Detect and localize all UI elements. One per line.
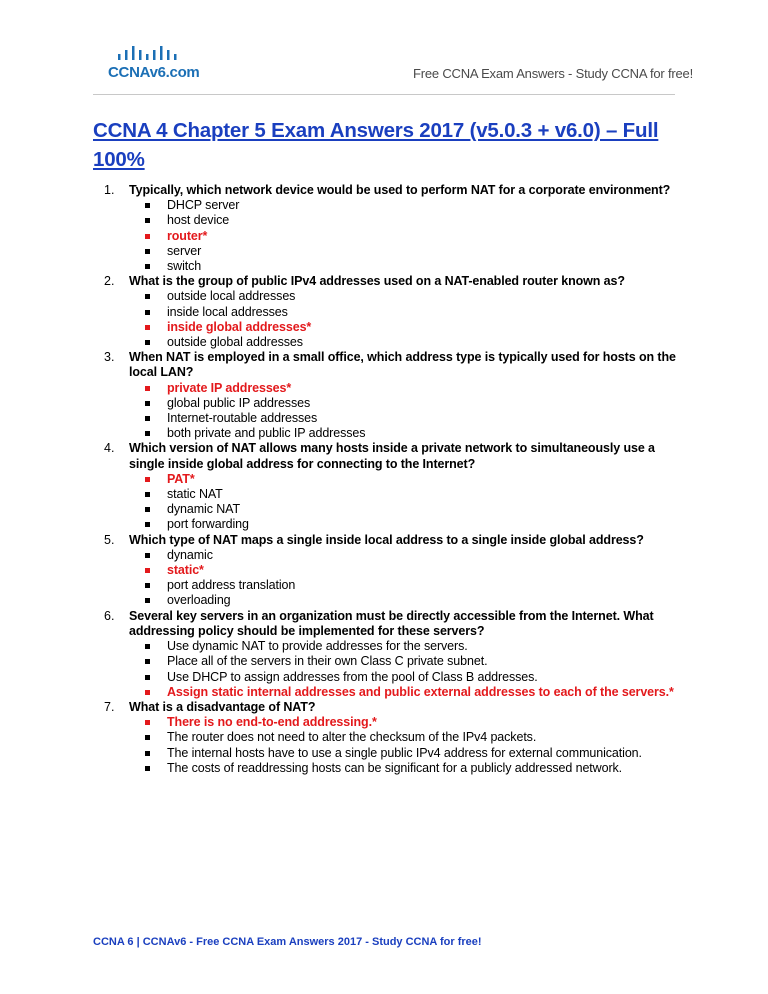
answer-option — [129, 654, 693, 669]
answer-text: inside global addresses* — [167, 319, 312, 334]
square-bullet-icon — [145, 720, 150, 725]
answer-option — [129, 426, 693, 441]
square-bullet-icon — [145, 735, 150, 740]
answer-option — [129, 502, 693, 517]
question-number: 3. — [104, 350, 115, 365]
question-list — [93, 183, 693, 776]
square-bullet-icon — [145, 325, 150, 330]
square-bullet-icon — [145, 431, 150, 436]
square-bullet-icon — [145, 659, 150, 664]
answer-option — [129, 487, 693, 502]
square-bullet-icon — [145, 218, 150, 223]
site-logo[interactable] — [108, 44, 198, 84]
answer-option — [129, 639, 693, 654]
square-bullet-icon — [145, 644, 150, 649]
logo-bars-icon — [116, 44, 186, 62]
answer-text: dynamic — [167, 547, 213, 562]
square-bullet-icon — [145, 553, 150, 558]
page-title[interactable]: CCNA 4 Chapter 5 Exam Answers 2017 (v5.0.3 + v6.0) – Full 100% — [93, 119, 659, 171]
square-bullet-icon — [145, 507, 150, 512]
question-item — [93, 274, 693, 350]
answer-list — [129, 548, 693, 609]
square-bullet-icon — [145, 675, 150, 680]
answer-list — [129, 472, 693, 533]
correct-answer-option — [129, 320, 693, 335]
answer-text: Assign static internal addresses and public external addresses to each of the servers.* — [167, 684, 674, 699]
answer-text: Use DHCP to assign addresses from the pool of Class B addresses. — [167, 669, 538, 684]
header-tagline: Free CCNA Exam Answers - Study CCNA for free! — [413, 66, 693, 81]
answer-text: outside global addresses — [167, 335, 303, 350]
square-bullet-icon — [145, 386, 150, 391]
page-footer[interactable]: CCNA 6 | CCNAv6 - Free CCNA Exam Answers 2017 - Study CCNA for free! — [93, 936, 482, 948]
square-bullet-icon — [145, 310, 150, 315]
question-text: What is a disadvantage of NAT? — [129, 699, 316, 714]
square-bullet-icon — [145, 416, 150, 421]
question-number: 2. — [104, 274, 115, 289]
answer-text: There is no end-to-end addressing.* — [167, 715, 377, 730]
square-bullet-icon — [145, 583, 150, 588]
question-item — [93, 441, 693, 532]
answer-option — [129, 746, 693, 761]
answer-option — [129, 578, 693, 593]
correct-answer-option — [129, 229, 693, 244]
question-item — [93, 533, 693, 609]
answer-text: port forwarding — [167, 517, 249, 532]
answer-option — [129, 305, 693, 320]
square-bullet-icon — [145, 249, 150, 254]
header-divider — [93, 94, 675, 95]
square-bullet-icon — [145, 598, 150, 603]
question-text: When NAT is employed in a small office, which address type is typically used for hosts on the local LAN? — [129, 350, 676, 380]
square-bullet-icon — [145, 264, 150, 269]
square-bullet-icon — [145, 690, 150, 695]
question-text: What is the group of public IPv4 addresses used on a NAT-enabled router known as? — [129, 274, 625, 289]
answer-list — [129, 715, 693, 776]
answer-text: port address translation — [167, 578, 296, 593]
answer-option — [129, 670, 693, 685]
answer-text: switch — [167, 259, 202, 274]
square-bullet-icon — [145, 522, 150, 527]
answer-text: PAT* — [167, 471, 195, 486]
answer-option — [129, 411, 693, 426]
answer-option — [129, 244, 693, 259]
correct-answer-option — [129, 381, 693, 396]
answer-text: outside local addresses — [167, 289, 296, 304]
answer-option — [129, 396, 693, 411]
answer-option — [129, 548, 693, 563]
answer-list — [129, 198, 693, 274]
logo-text: CCNAv6.com — [108, 64, 200, 81]
question-item — [93, 350, 693, 441]
square-bullet-icon — [145, 477, 150, 482]
answer-text: The costs of readdressing hosts can be significant for a publicly addressed network. — [167, 760, 623, 775]
page-header — [0, 0, 768, 100]
answer-text: The router does not need to alter the checksum of the IPv4 packets. — [167, 730, 537, 745]
answer-text: both private and public IP addresses — [167, 426, 366, 441]
correct-answer-option — [129, 563, 693, 578]
answer-text: Place all of the servers in their own Class C private subnet. — [167, 654, 488, 669]
answer-text: private IP addresses* — [167, 380, 292, 395]
question-text: Typically, which network device would be used to perform NAT for a corporate environment? — [129, 183, 671, 197]
answer-option — [129, 289, 693, 304]
answer-option — [129, 335, 693, 350]
answer-option — [129, 198, 693, 213]
correct-answer-option — [129, 685, 693, 700]
answer-text: dynamic NAT — [167, 502, 240, 517]
answer-text: static* — [167, 563, 204, 578]
answer-text: server — [167, 243, 202, 258]
question-item — [93, 700, 693, 776]
question-number: 1. — [104, 183, 115, 197]
answer-text: host device — [167, 213, 230, 228]
question-item — [93, 183, 693, 274]
answer-option — [129, 259, 693, 274]
question-text: Which type of NAT maps a single inside local address to a single inside global address? — [129, 532, 644, 547]
correct-answer-option — [129, 472, 693, 487]
question-number: 4. — [104, 441, 115, 456]
answer-text: router* — [167, 228, 208, 243]
question-number: 6. — [104, 608, 115, 623]
question-text: Several key servers in an organization must be directly accessible from the Internet. What addressing policy should be implemented for these servers? — [129, 608, 654, 638]
square-bullet-icon — [145, 492, 150, 497]
question-item — [93, 609, 693, 700]
answer-list — [129, 639, 693, 700]
answer-option — [129, 593, 693, 608]
question-number: 5. — [104, 532, 115, 547]
answer-list — [129, 381, 693, 442]
square-bullet-icon — [145, 294, 150, 299]
answer-text: inside local addresses — [167, 304, 288, 319]
square-bullet-icon — [145, 568, 150, 573]
square-bullet-icon — [145, 340, 150, 345]
question-text: Which version of NAT allows many hosts inside a private network to simultaneously use a single inside global address for connecting to the Internet? — [129, 441, 655, 471]
answer-text: The internal hosts have to use a single public IPv4 address for external communication. — [167, 745, 642, 760]
answer-text: overloading — [167, 593, 231, 608]
correct-answer-option — [129, 715, 693, 730]
answer-text: global public IP addresses — [167, 395, 311, 410]
answer-text: Internet-routable addresses — [167, 411, 318, 426]
answer-option — [129, 517, 693, 532]
answer-option — [129, 761, 693, 776]
square-bullet-icon — [145, 766, 150, 771]
square-bullet-icon — [145, 203, 150, 208]
answer-option — [129, 730, 693, 745]
answer-text: static NAT — [167, 487, 223, 502]
square-bullet-icon — [145, 751, 150, 756]
answer-text: Use dynamic NAT to provide addresses for the servers. — [167, 639, 468, 654]
answer-list — [129, 289, 693, 350]
question-number: 7. — [104, 699, 115, 714]
answer-option — [129, 213, 693, 228]
square-bullet-icon — [145, 234, 150, 239]
answer-text: DHCP server — [167, 198, 240, 213]
square-bullet-icon — [145, 401, 150, 406]
